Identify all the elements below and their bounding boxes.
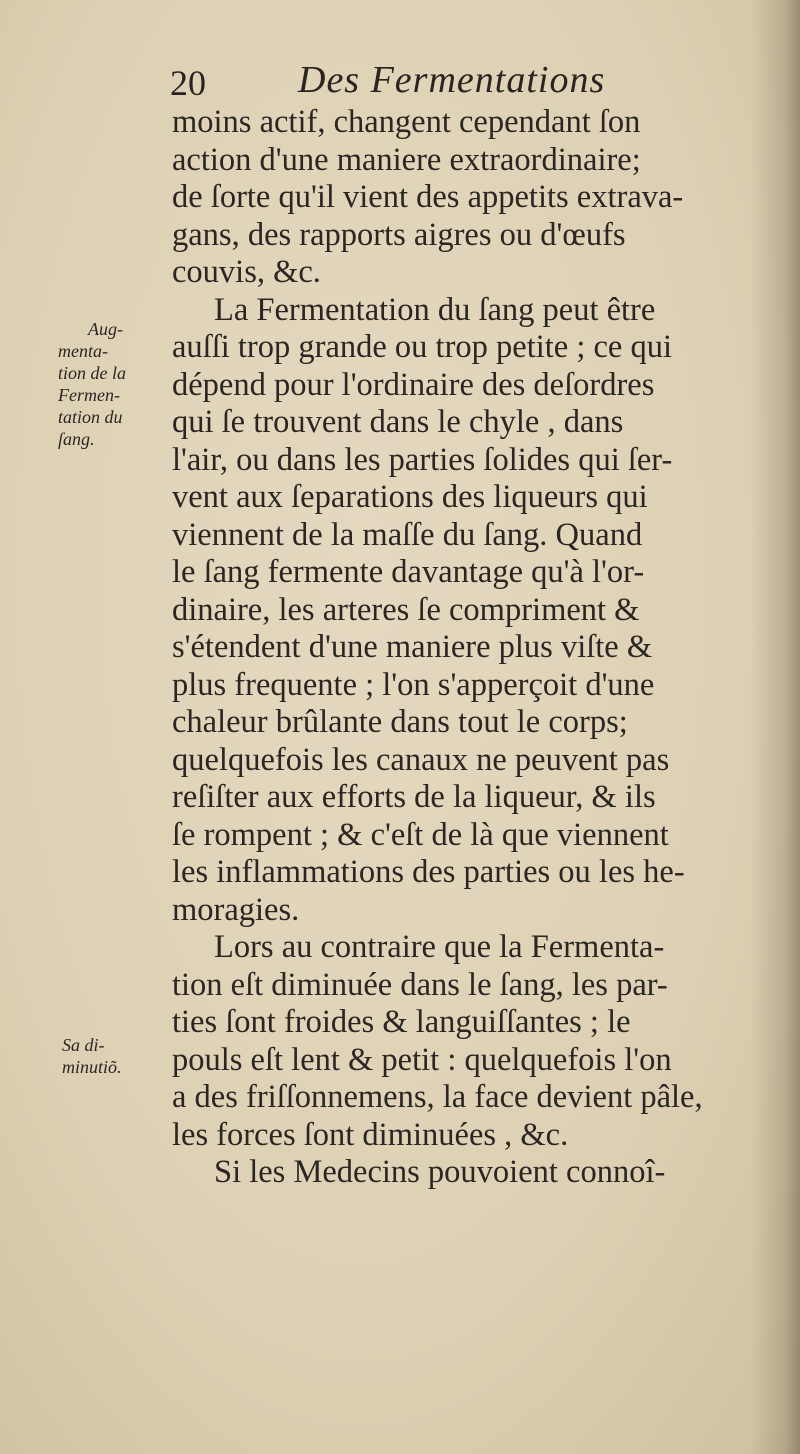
text-line: ties ſont froides & languiſſantes ; le [172,1004,631,1040]
text-line: couvis, &c. [172,254,321,290]
body-text [172,104,762,1192]
margin-note-line: Fermen- [58,385,120,405]
margin-note-line: Sa di- [62,1035,105,1055]
margin-note-diminution [62,1034,172,1078]
text-line: chaleur brûlante dans tout le corps; [172,704,628,740]
running-title: Des Fermentations [298,59,606,101]
text-line: vent aux ſeparations des liqueurs qui [172,479,648,515]
text-line: qui ſe trouvent dans le chyle , dans [172,404,624,440]
text-line: Si les Medecins pouvoient connoî- [214,1154,666,1190]
text-line: le ſang fermente davantage qu'à l'or- [172,554,645,590]
text-line: Lors au contraire que la Fermenta- [214,929,665,965]
margin-note-line: tation du [58,407,123,427]
text-line: moins actif, changent cependant ſon [172,104,641,140]
text-line: auſſi trop grande ou trop petite ; ce qui [172,329,672,365]
margin-note-line: minutiõ. [62,1057,122,1077]
text-line: les forces ſont diminuées , &c. [172,1116,569,1153]
page-header [170,54,770,104]
text-line: dépend pour l'ordinaire des deſordres [172,366,655,403]
text-line: les inflammations des parties ou les he- [172,854,685,890]
text-line: La Fermentation du ſang peut être [214,291,656,328]
text-line: tion eſt diminuée dans le ſang, les par- [172,966,668,1003]
margin-note-line: tion de la [58,363,126,383]
text-line: a des friſſonnemens, la face devient pâle, [172,1079,703,1115]
text-line: moragies. [172,891,300,928]
text-line: reſiſter aux efforts de la liqueur, & ils [172,779,656,815]
margin-note-augmentation [58,318,168,450]
text-line: l'air, ou dans les parties ſolides qui ſer- [172,441,673,478]
text-line: s'étendent d'une maniere plus viſte & [172,629,653,665]
margin-note-line: Aug- [88,319,123,339]
page-number: 20 [170,63,206,103]
text-line: plus frequente ; l'on s'apperçoit d'une [172,666,655,703]
text-line: action d'une maniere extraordinaire; [172,141,641,178]
text-line: de ſorte qu'il vient des appetits extrava- [172,179,684,215]
text-line: viennent de la maſſe du ſang. Quand [172,516,643,553]
text-line: quelquefois les canaux ne peuvent pas [172,741,670,778]
margin-note-line: menta- [58,341,108,361]
text-line: pouls eſt lent & petit : quelquefois l'on [172,1041,672,1078]
text-line: dinaire, les arteres ſe compriment & [172,591,640,628]
margin-note-line: ſang. [58,429,95,449]
text-line: gans, des rapports aigres ou d'œufs [172,216,626,253]
text-line: ſe rompent ; & c'eſt de là que viennent [172,816,669,853]
